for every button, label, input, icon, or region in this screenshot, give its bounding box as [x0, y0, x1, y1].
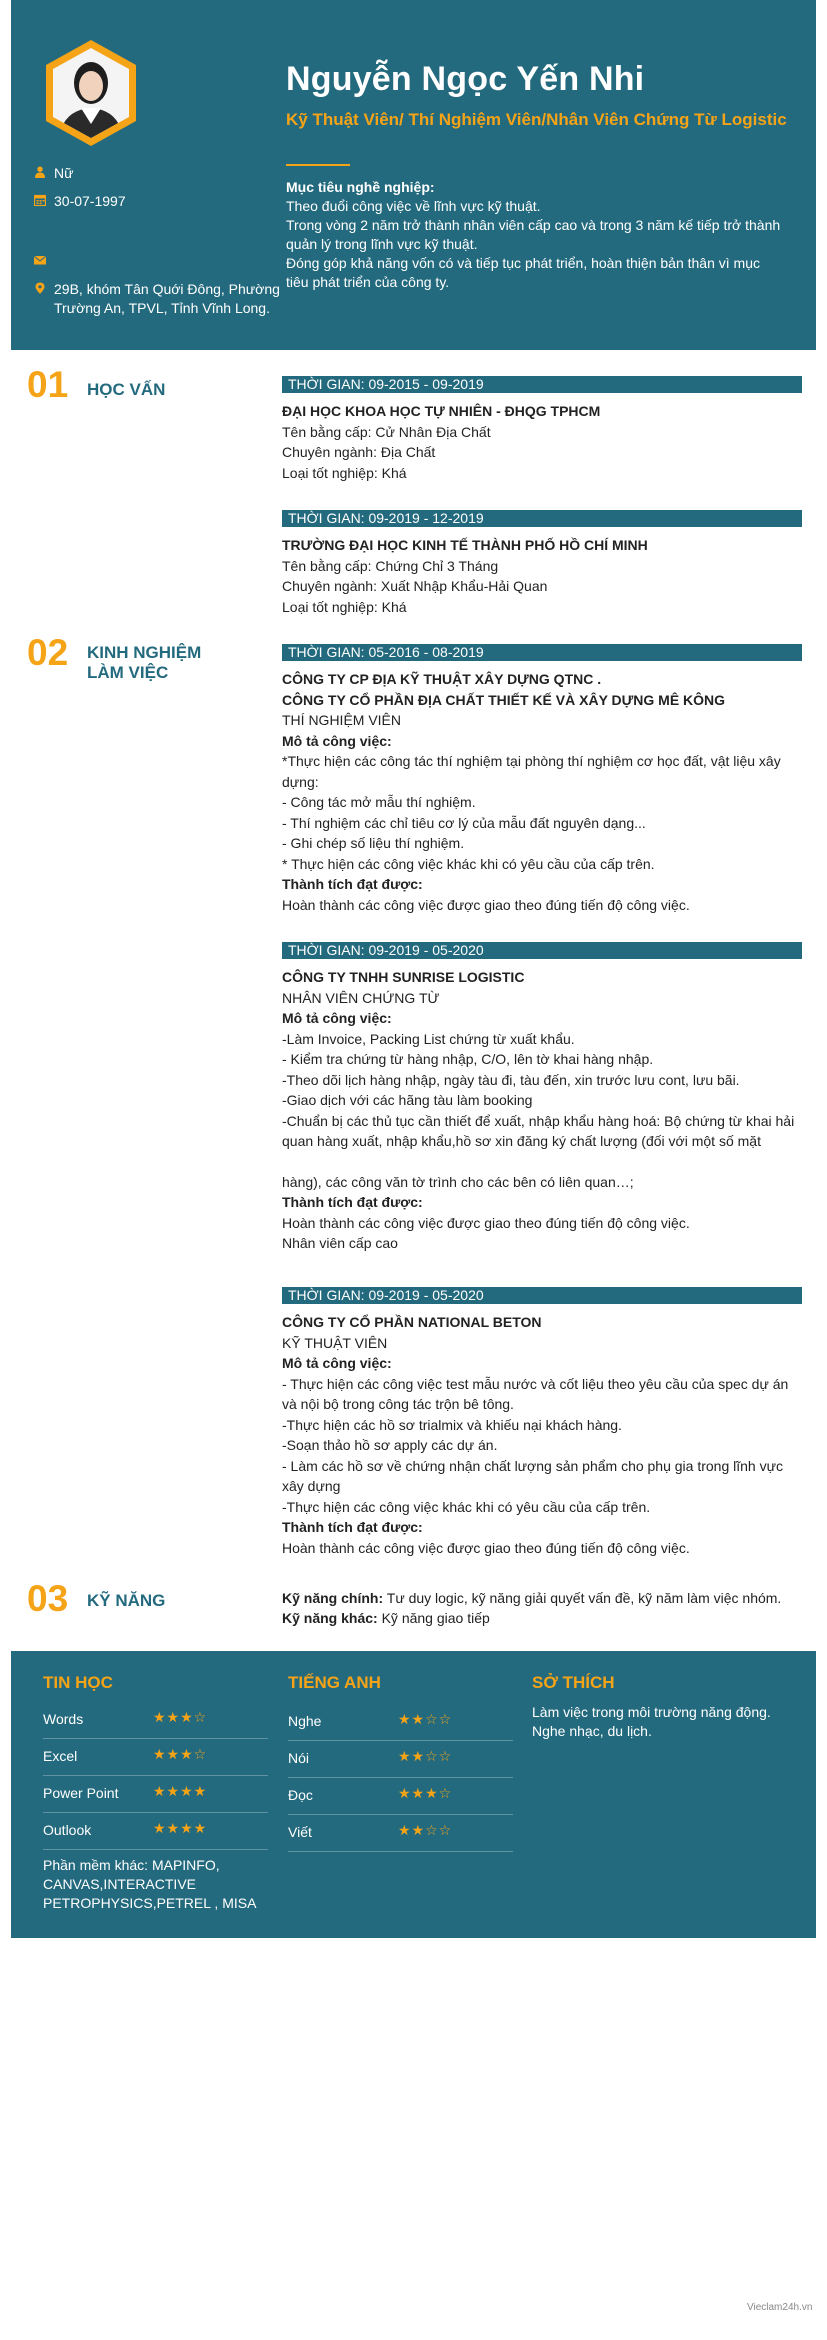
- envelope-icon: [34, 254, 46, 266]
- major-name: Chuyên ngành: Xuất Nhập Khẩu-Hải Quan: [282, 578, 548, 594]
- achievement-heading: Thành tích đạt được:: [282, 1194, 423, 1210]
- description-line: -Làm Invoice, Packing List chứng từ xuất khẩu.: [282, 1030, 575, 1047]
- education-entry: [282, 535, 804, 617]
- experience-section-title: [87, 643, 201, 683]
- school-name: TRƯỜNG ĐẠI HỌC KINH TẾ THÀNH PHỐ HỒ CHÍ MINH: [282, 537, 648, 553]
- other-software: Phần mềm khác: MAPINFO, CANVAS,INTERACTIVE PETROPHYSICS,PETREL , MISA: [43, 1857, 257, 1911]
- user-icon: [34, 166, 46, 178]
- experience-entry: [282, 1312, 804, 1558]
- experience-entry: [282, 669, 804, 915]
- experience-title-line: KINH NGHIỆM: [87, 643, 202, 662]
- experience-time-bar: THỜI GIAN: 09-2019 - 05-2020: [282, 1287, 802, 1304]
- it-skill-row: [43, 1739, 268, 1776]
- english-skills-title: TIẾNG ANH: [288, 1673, 381, 1692]
- description-line: -Thực hiện các công việc khác khi có yêu cầu của cấp trên.: [282, 1498, 651, 1515]
- it-skill-row: [43, 1776, 268, 1813]
- education-time-bar: THỜI GIAN: 09-2015 - 09-2019: [282, 376, 802, 393]
- graduation-grade: Loại tốt nghiệp: Khá: [282, 598, 407, 615]
- objective-line: Theo đuổi công việc về lĩnh vực kỹ thuật.: [286, 198, 541, 214]
- address-text: 29B, khóm Tân Quới Đông, Phường Trường An, TPVL, Tỉnh Vĩnh Long.: [54, 281, 280, 316]
- graduation-grade: Loại tốt nghiệp: Khá: [282, 464, 407, 481]
- watermark: Vieclam24h.vn: [747, 2302, 813, 2313]
- cv-header: [11, 0, 816, 350]
- experience-time-bar: THỜI GIAN: 05-2016 - 08-2019: [282, 644, 802, 661]
- company-name: CÔNG TY CỔ PHẦN ĐỊA CHẤT THIẾT KẾ VÀ XÂY DỰNG MÊ KÔNG: [282, 691, 726, 708]
- calendar-icon: [34, 194, 46, 206]
- skill-label: Nghe: [288, 1713, 322, 1729]
- hobbies-title: SỞ THÍCH: [532, 1673, 615, 1692]
- achievement-line: Hoàn thành các công việc được giao theo đúng tiến độ công việc.: [282, 1539, 690, 1556]
- description-line: - Thực hiện các công việc test mẫu nước và cốt liệu theo yêu cầu của spec dự án và nội bộ trong công tác trộn bê tông.: [282, 1375, 789, 1412]
- gender-row: [34, 164, 73, 183]
- skill-label: Power Point: [43, 1785, 119, 1801]
- english-skill-row: [288, 1815, 513, 1852]
- description-line: *Thực hiện các công tác thí nghiệm tại phòng thí nghiệm cơ học đất, vật liệu xây dựng:: [282, 753, 781, 790]
- objective-line: Đóng góp khả năng vốn có và tiếp tục phát triển, hoàn thiện bản thân vì mục tiêu phát triển của công ty.: [286, 255, 760, 290]
- degree-name: Tên bằng cấp: Cử Nhân Địa Chất: [282, 423, 491, 440]
- education-entry: [282, 401, 804, 483]
- hobby-line: Nghe nhạc, du lịch.: [532, 1723, 652, 1739]
- skill-label: Excel: [43, 1748, 78, 1764]
- star-rating: ★★☆☆: [398, 1712, 453, 1728]
- career-objective: [286, 178, 786, 292]
- position-title: NHÂN VIÊN CHỨNG TỪ: [282, 989, 440, 1006]
- achievement-line: Hoàn thành các công việc được giao theo đúng tiến độ công việc.: [282, 1214, 690, 1231]
- achievement-heading: Thành tích đạt được:: [282, 876, 423, 892]
- it-skill-row: [43, 1702, 268, 1739]
- hobbies-text: [532, 1703, 772, 1741]
- english-skill-row: [288, 1778, 513, 1815]
- description-line: -Giao dịch với các hãng tàu làm booking: [282, 1092, 533, 1108]
- skill-label: Viết: [288, 1824, 312, 1840]
- star-rating: ★★☆☆: [398, 1749, 453, 1765]
- description-line: * Thực hiện các công việc khác khi có yêu cầu của cấp trên.: [282, 855, 655, 872]
- description-line: - Công tác mở mẫu thí nghiệm.: [282, 794, 476, 810]
- skill-label: Words: [43, 1711, 84, 1727]
- candidate-name: Nguyễn Ngọc Yến Nhi: [286, 60, 645, 98]
- description-line: hàng), các công văn tờ trình cho các bên có liên quan…;: [282, 1173, 634, 1190]
- star-rating: ★★★☆: [153, 1747, 208, 1763]
- degree-name: Tên bằng cấp: Chứng Chỉ 3 Tháng: [282, 557, 499, 574]
- skill-label: Đọc: [288, 1787, 313, 1803]
- star-rating: ★★★★: [153, 1821, 208, 1837]
- english-skill-row: [288, 1741, 513, 1778]
- main-skills-label: Kỹ năng chính:: [282, 1590, 384, 1606]
- title-divider: [286, 164, 350, 166]
- star-rating: ★★★☆: [398, 1786, 453, 1802]
- skill-label: Outlook: [43, 1822, 92, 1838]
- description-line: - Làm các hồ sơ về chứng nhận chất lượng sản phẩm cho phụ gia trong lĩnh vực xây dựng: [282, 1457, 783, 1494]
- description-line: -Chuẩn bị các thủ tục cần thiết để xuất, nhập khẩu hàng hoá: Bộ chứng từ khai hải quan hàng xuất, nhập khẩu,hồ sơ xin đăng ký chất lượng (đối với một số mặt: [282, 1112, 795, 1149]
- experience-section-number: 02: [27, 632, 69, 673]
- star-rating: ★★★☆: [153, 1710, 208, 1726]
- main-skills-value: Tư duy logic, kỹ năng giải quyết vấn đề, kỹ năm làm việc nhóm.: [383, 1590, 782, 1606]
- objective-line: Trong vòng 2 năm trở thành nhân viên cấp cao và trong 3 năm kế tiếp trở thành quản lý trong lĩnh vực kỹ thuật.: [286, 217, 781, 252]
- skill-label: Nói: [288, 1750, 310, 1766]
- description-line: -Soạn thảo hồ sơ apply các dự án.: [282, 1437, 498, 1453]
- birthday-text: 30-07-1997: [54, 193, 126, 209]
- achievement-line: Nhân viên cấp cao: [282, 1235, 398, 1251]
- major-name: Chuyên ngành: Địa Chất: [282, 444, 436, 460]
- map-marker-icon: [34, 282, 46, 294]
- description-heading: Mô tả công việc:: [282, 1355, 392, 1371]
- address-row: [34, 280, 284, 318]
- description-line: - Kiểm tra chứng từ hàng nhập, C/O, lên tờ khai hàng nhập.: [282, 1051, 654, 1067]
- experience-time-bar: THỜI GIAN: 09-2019 - 05-2020: [282, 942, 802, 959]
- english-skill-row: [288, 1704, 513, 1741]
- it-skill-row: [43, 1813, 268, 1850]
- hobby-line: Làm việc trong môi trường năng động.: [532, 1704, 771, 1720]
- description-heading: Mô tả công việc:: [282, 1010, 392, 1026]
- it-skills-title: TIN HỌC: [43, 1673, 113, 1692]
- description-line: - Ghi chép số liệu thí nghiệm.: [282, 835, 465, 851]
- position-title: KỸ THUẬT VIÊN: [282, 1334, 388, 1351]
- avatar: [41, 38, 141, 148]
- spacer: [282, 1152, 804, 1172]
- education-section-number: 01: [27, 364, 69, 405]
- school-name: ĐẠI HỌC KHOA HỌC TỰ NHIÊN - ĐHQG TPHCM: [282, 403, 601, 419]
- experience-entry: [282, 967, 804, 1254]
- description-heading: Mô tả công việc:: [282, 732, 392, 749]
- birthday-row: [34, 192, 126, 211]
- company-name: CÔNG TY CỔ PHẦN NATIONAL BETON: [282, 1314, 542, 1330]
- other-skills-value: Kỹ năng giao tiếp: [377, 1610, 490, 1626]
- company-name: CÔNG TY TNHH SUNRISE LOGISTIC: [282, 969, 525, 985]
- other-skills-label: Kỹ năng khác:: [282, 1610, 378, 1626]
- achievement-line: Hoàn thành các công việc được giao theo đúng tiến độ công việc.: [282, 896, 690, 913]
- objective-heading: Mục tiêu nghề nghiệp:: [286, 179, 435, 195]
- company-name: CÔNG TY CP ĐỊA KỸ THUẬT XÂY DỰNG QTNC .: [282, 671, 602, 687]
- education-section-title: HỌC VẤN: [87, 380, 166, 399]
- achievement-heading: Thành tích đạt được:: [282, 1519, 423, 1535]
- description-line: -Theo dõi lịch hàng nhập, ngày tàu đi, tàu đến, xin trước lưu cont, lưu bãi.: [282, 1071, 740, 1088]
- main-skills-line: [282, 1588, 812, 1608]
- position-title: THÍ NGHIỆM VIÊN: [282, 712, 402, 728]
- experience-title-line: LÀM VIỆC: [87, 663, 169, 682]
- skills-summary: [282, 1588, 812, 1628]
- star-rating: ★★★★: [153, 1784, 208, 1800]
- skills-section-title: KỸ NĂNG: [87, 1591, 166, 1610]
- job-title: Kỹ Thuật Viên/ Thí Nghiệm Viên/Nhân Viên Chứng Từ Logistic: [286, 110, 787, 129]
- description-line: - Thí nghiệm các chỉ tiêu cơ lý của mẫu đất nguyên dạng...: [282, 814, 646, 831]
- gender-text: Nữ: [54, 165, 74, 181]
- description-line: -Thực hiện các hồ sơ trialmix và khiếu nại khách hàng.: [282, 1416, 622, 1433]
- star-rating: ★★☆☆: [398, 1823, 453, 1839]
- avatar-photo: [41, 38, 141, 148]
- education-time-bar: THỜI GIAN: 09-2019 - 12-2019: [282, 510, 802, 527]
- other-skills-line: [282, 1608, 812, 1628]
- skills-section-number: 03: [27, 1578, 69, 1619]
